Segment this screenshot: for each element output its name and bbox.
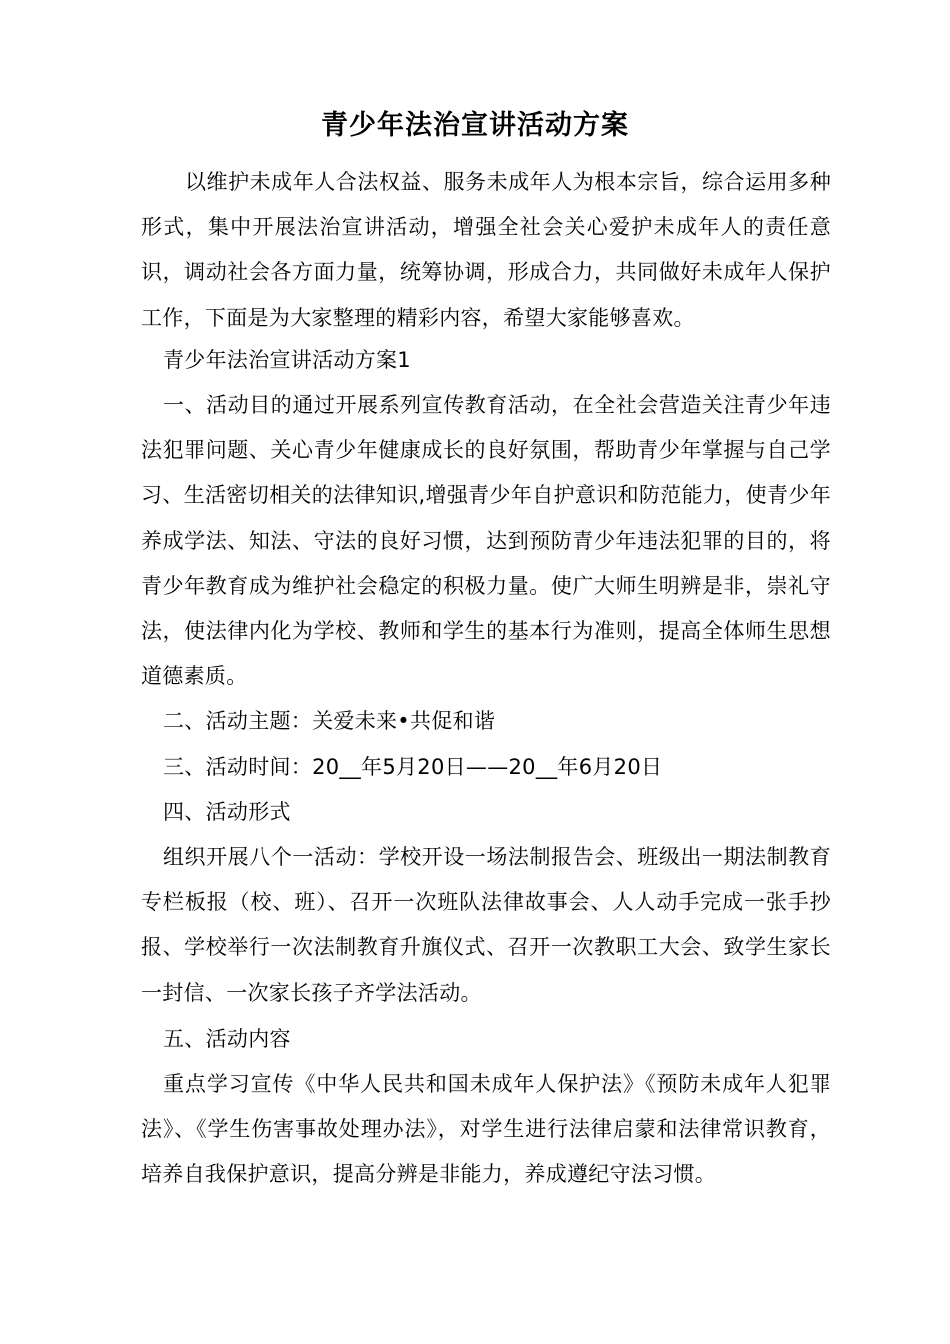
item-form-body: 组织开展八个一活动：学校开设一场法制报告会、班级出一期法制教育专栏板报（校、班）、召开一次班队法律故事会、人人动手完成一张手抄报、学校举行一次法制教育升旗仪式、召开一次教职工大会、致学生家长一封信、一次家长孩子齐学法活动。	[141, 845, 831, 1005]
item-time: 三、活动时间：20__年5月20日——20__年6月20日	[163, 755, 663, 779]
item-form-heading: 四、活动形式	[163, 800, 291, 824]
item-theme: 二、活动主题：关爱未来•共促和谐	[163, 709, 496, 733]
item-purpose: 一、活动目的通过开展系列宣传教育活动，在全社会营造关注青少年违法犯罪问题、关心青少年健康成长的良好氛围，帮助青少年掌握与自己学习、生活密切相关的法律知识,增强青少年自护意识和防范能力，使青少年养成学法、知法、守法的良好习惯，达到预防青少年违法犯罪的目的，将青少年教育成为维护社会稳定的积极力量。使广大师生明辨是非，崇礼守法，使法律内化为学校、教师和学生的基本行为准则，提高全体师生思想道德素质。	[141, 393, 831, 689]
section-title: 青少年法治宣讲活动方案1	[163, 348, 411, 372]
document-title: 青少年法治宣讲活动方案	[321, 110, 629, 141]
item-content-heading: 五、活动内容	[163, 1027, 291, 1051]
item-content-body: 重点学习宣传《中华人民共和国未成年人保护法》《预防未成年人犯罪法》、《学生伤害事故处理办法》，对学生进行法律启蒙和法律常识教育，培养自我保护意识，提高分辨是非能力，养成遵纪守法习惯。	[141, 1072, 831, 1187]
intro-paragraph: 以维护未成年人合法权益、服务未成年人为根本宗旨，综合运用多种形式，集中开展法治宣讲活动，增强全社会关心爱护未成年人的责任意识，调动社会各方面力量，统筹协调，形成合力，共同做好未成年人保护工作，下面是为大家整理的精彩内容，希望大家能够喜欢。	[141, 170, 831, 330]
